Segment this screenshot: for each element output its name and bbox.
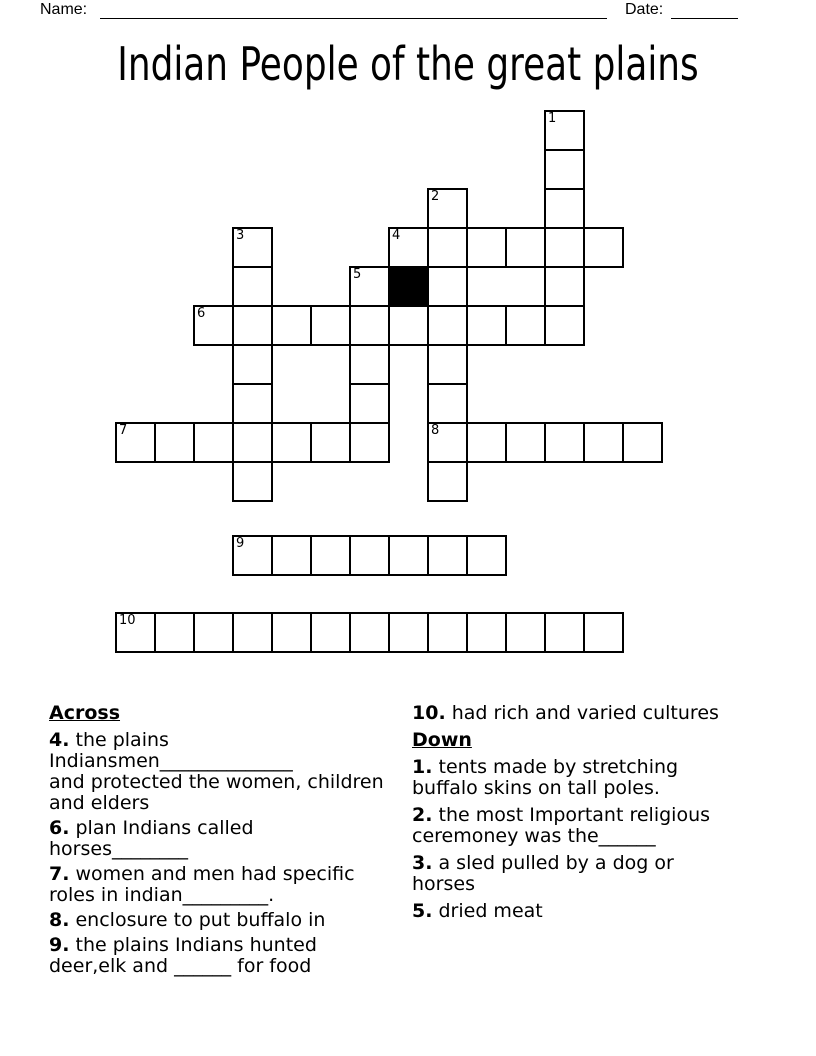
grid-cell [466, 422, 507, 463]
across-heading: Across [49, 702, 121, 724]
clue-number: 2. [412, 804, 433, 826]
grid-cell [544, 227, 585, 268]
grid-cell [232, 461, 273, 502]
cell-number: 5 [353, 267, 362, 282]
grid-cell [310, 535, 351, 576]
grid-cell [349, 266, 390, 307]
grid-cell [388, 305, 429, 346]
grid-cell [271, 535, 312, 576]
grid-cell [115, 612, 156, 653]
grid-cell [271, 305, 312, 346]
grid-cell [271, 612, 312, 653]
grid-cell [544, 266, 585, 307]
grid-cell [466, 612, 507, 653]
grid-cell [583, 422, 624, 463]
grid-cell [232, 422, 273, 463]
clue-number: 9. [49, 934, 70, 956]
grid-cell [193, 612, 234, 653]
down-heading: Down [412, 729, 472, 751]
grid-cell [427, 535, 468, 576]
grid-cell [427, 227, 468, 268]
grid-cell [310, 305, 351, 346]
clue-item: 3. a sled pulled by a dog or horses [412, 852, 674, 895]
clue-item: 10. had rich and varied cultures [412, 702, 719, 724]
clue-number: 3. [412, 852, 433, 874]
cell-number: 1 [548, 111, 557, 126]
grid-cell [544, 612, 585, 653]
grid-cell [544, 110, 585, 151]
grid-cell [505, 227, 546, 268]
grid-cell [427, 612, 468, 653]
clue-number: 8. [49, 909, 70, 931]
grid-cell [388, 612, 429, 653]
grid-cell [349, 383, 390, 424]
grid-cell [427, 188, 468, 229]
grid-cell [466, 227, 507, 268]
clue-number: 4. [49, 729, 70, 751]
grid-cell [427, 344, 468, 385]
grid-cell [115, 422, 156, 463]
date-label: Date: [625, 1, 664, 18]
grid-cell [310, 612, 351, 653]
grid-cell [427, 383, 468, 424]
grid-cell [466, 535, 507, 576]
grid-cell [544, 188, 585, 229]
grid-cell [427, 305, 468, 346]
grid-cell [505, 612, 546, 653]
grid-cell [388, 227, 429, 268]
grid-cell [232, 266, 273, 307]
cell-number: 8 [431, 423, 440, 438]
name-label: Name: [40, 1, 88, 18]
grid-cell [232, 612, 273, 653]
grid-cell [349, 422, 390, 463]
grid-cell [193, 422, 234, 463]
down-clues-column [412, 703, 784, 928]
clue-number: 6. [49, 817, 70, 839]
cell-number: 3 [236, 228, 245, 243]
clue-item: 4. the plains Indiansmen______________ and protected the women, children and elders [49, 729, 384, 814]
grid-cell [466, 305, 507, 346]
grid-cell [505, 422, 546, 463]
clue-item: 6. plan Indians called horses________ [49, 817, 254, 860]
across-clues-column [49, 703, 407, 981]
grid-cell [427, 422, 468, 463]
clue-number: 5. [412, 900, 433, 922]
grid-cell [349, 612, 390, 653]
page-title: Indian People of the great plains [117, 37, 699, 91]
clue-item: 1. tents made by stretching buffalo skins on tall poles. [412, 756, 679, 799]
grid-cell [349, 305, 390, 346]
grid-cell [388, 535, 429, 576]
cell-number: 2 [431, 189, 440, 204]
grid-cell [622, 422, 663, 463]
grid-cell [154, 422, 195, 463]
grid-cell [232, 535, 273, 576]
clue-number: 10. [412, 702, 446, 724]
grid-cell [544, 305, 585, 346]
grid-cell [427, 461, 468, 502]
cell-number: 9 [236, 536, 245, 551]
cell-number: 6 [197, 306, 206, 321]
clue-item: 8. enclosure to put buffalo in [49, 909, 326, 931]
cell-number: 10 [119, 613, 136, 628]
clue-number: 7. [49, 863, 70, 885]
clue-number: 1. [412, 756, 433, 778]
grid-cell [427, 266, 468, 307]
grid-cell [583, 227, 624, 268]
grid-cell [232, 383, 273, 424]
clue-item: 7. women and men had specific roles in indian_________. [49, 863, 355, 906]
grid-cell [310, 422, 351, 463]
grid-cell [193, 305, 234, 346]
grid-cell [232, 344, 273, 385]
grid-cell [349, 535, 390, 576]
grid-cell [505, 305, 546, 346]
cell-number: 7 [119, 423, 128, 438]
cell-number: 4 [392, 228, 401, 243]
clue-item: 9. the plains Indians hunted deer,elk and ______ for food [49, 934, 317, 977]
grid-cell [232, 305, 273, 346]
clue-item: 5. dried meat [412, 900, 543, 922]
grid-cell [349, 344, 390, 385]
clue-item: 2. the most Important religious ceremoney was the______ [412, 804, 711, 847]
grid-cell-black [388, 266, 429, 307]
grid-cell [232, 227, 273, 268]
grid-cell [271, 422, 312, 463]
grid-cell [544, 149, 585, 190]
grid-cell [154, 612, 195, 653]
grid-cell [544, 422, 585, 463]
grid-cell [583, 612, 624, 653]
